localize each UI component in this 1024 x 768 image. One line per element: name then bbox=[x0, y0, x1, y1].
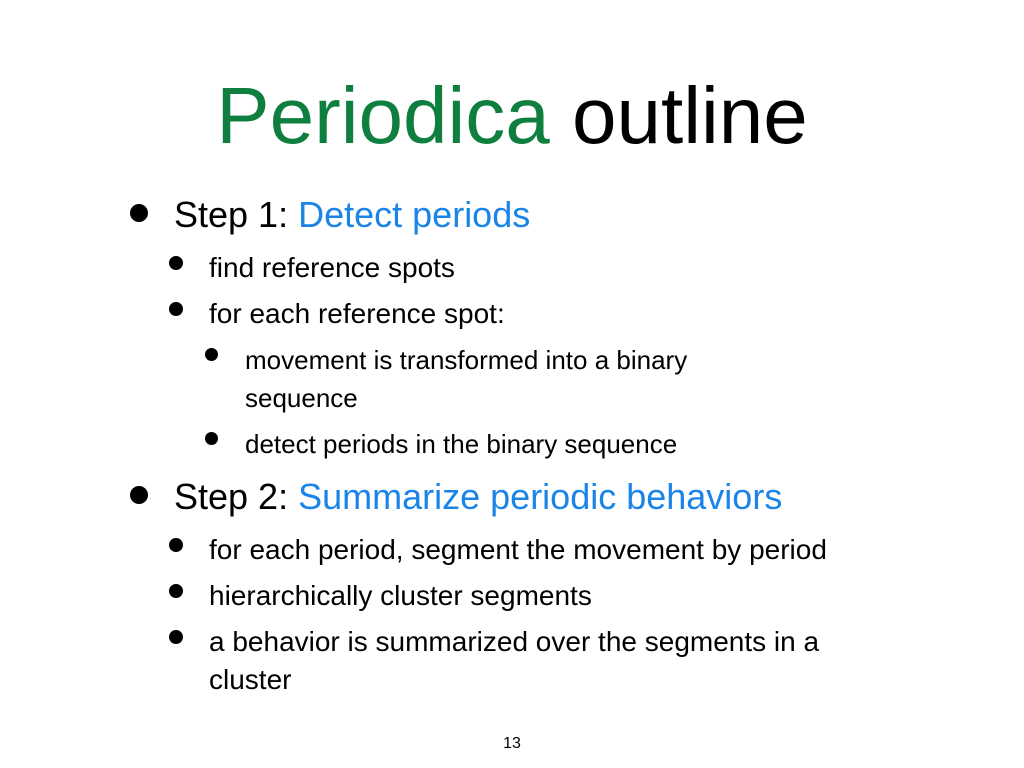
step1-item-text: for each reference spot: bbox=[209, 298, 505, 329]
step1-subitem-binary-cont bbox=[245, 379, 358, 417]
bullet-dot-icon bbox=[169, 538, 183, 552]
bullet-dot-icon bbox=[169, 584, 183, 598]
step1-subitem-binary bbox=[245, 341, 687, 379]
step2-item-segment bbox=[209, 531, 827, 569]
step2-heading: Summarize periodic behaviors bbox=[298, 476, 783, 517]
step1-subitem-text: detect periods in the binary sequence bbox=[245, 429, 678, 459]
step1-subitem-detect bbox=[245, 425, 677, 463]
bullet-dot-icon bbox=[169, 630, 183, 644]
bullet-dot-icon bbox=[130, 486, 148, 504]
step2-item-text: a behavior is summarized over the segments in a bbox=[209, 626, 820, 657]
step1-heading: Detect periods bbox=[298, 194, 531, 235]
bullet-dot-icon bbox=[169, 256, 183, 270]
step2-item-cluster bbox=[209, 577, 592, 615]
step2-item-text: for each period, segment the movement by period bbox=[209, 534, 827, 565]
step1-label: Step 1: bbox=[174, 194, 289, 235]
step1-item-text: find reference spots bbox=[209, 252, 455, 283]
title-accent: Periodica bbox=[216, 71, 550, 160]
bullet-dot-icon bbox=[205, 348, 218, 361]
bullet-dot-icon bbox=[205, 432, 218, 445]
step2-item-text: hierarchically cluster segments bbox=[209, 580, 592, 611]
step2-item-text: cluster bbox=[209, 664, 292, 695]
step2-item-summarize-cont bbox=[209, 661, 291, 699]
step1-bullet bbox=[174, 194, 530, 236]
bullet-dot-icon bbox=[130, 204, 148, 222]
title-rest: outline bbox=[572, 71, 808, 160]
page-number: 13 bbox=[503, 735, 521, 752]
step1-item-find-spots bbox=[209, 249, 455, 287]
step1-subitem-text: movement is transformed into a binary bbox=[245, 345, 688, 375]
bullet-dot-icon bbox=[169, 302, 183, 316]
step1-subitem-text: sequence bbox=[245, 383, 358, 413]
step1-item-each-spot bbox=[209, 295, 505, 333]
step2-label: Step 2: bbox=[174, 476, 289, 517]
step2-bullet bbox=[174, 476, 782, 518]
step2-item-summarize bbox=[209, 623, 819, 661]
